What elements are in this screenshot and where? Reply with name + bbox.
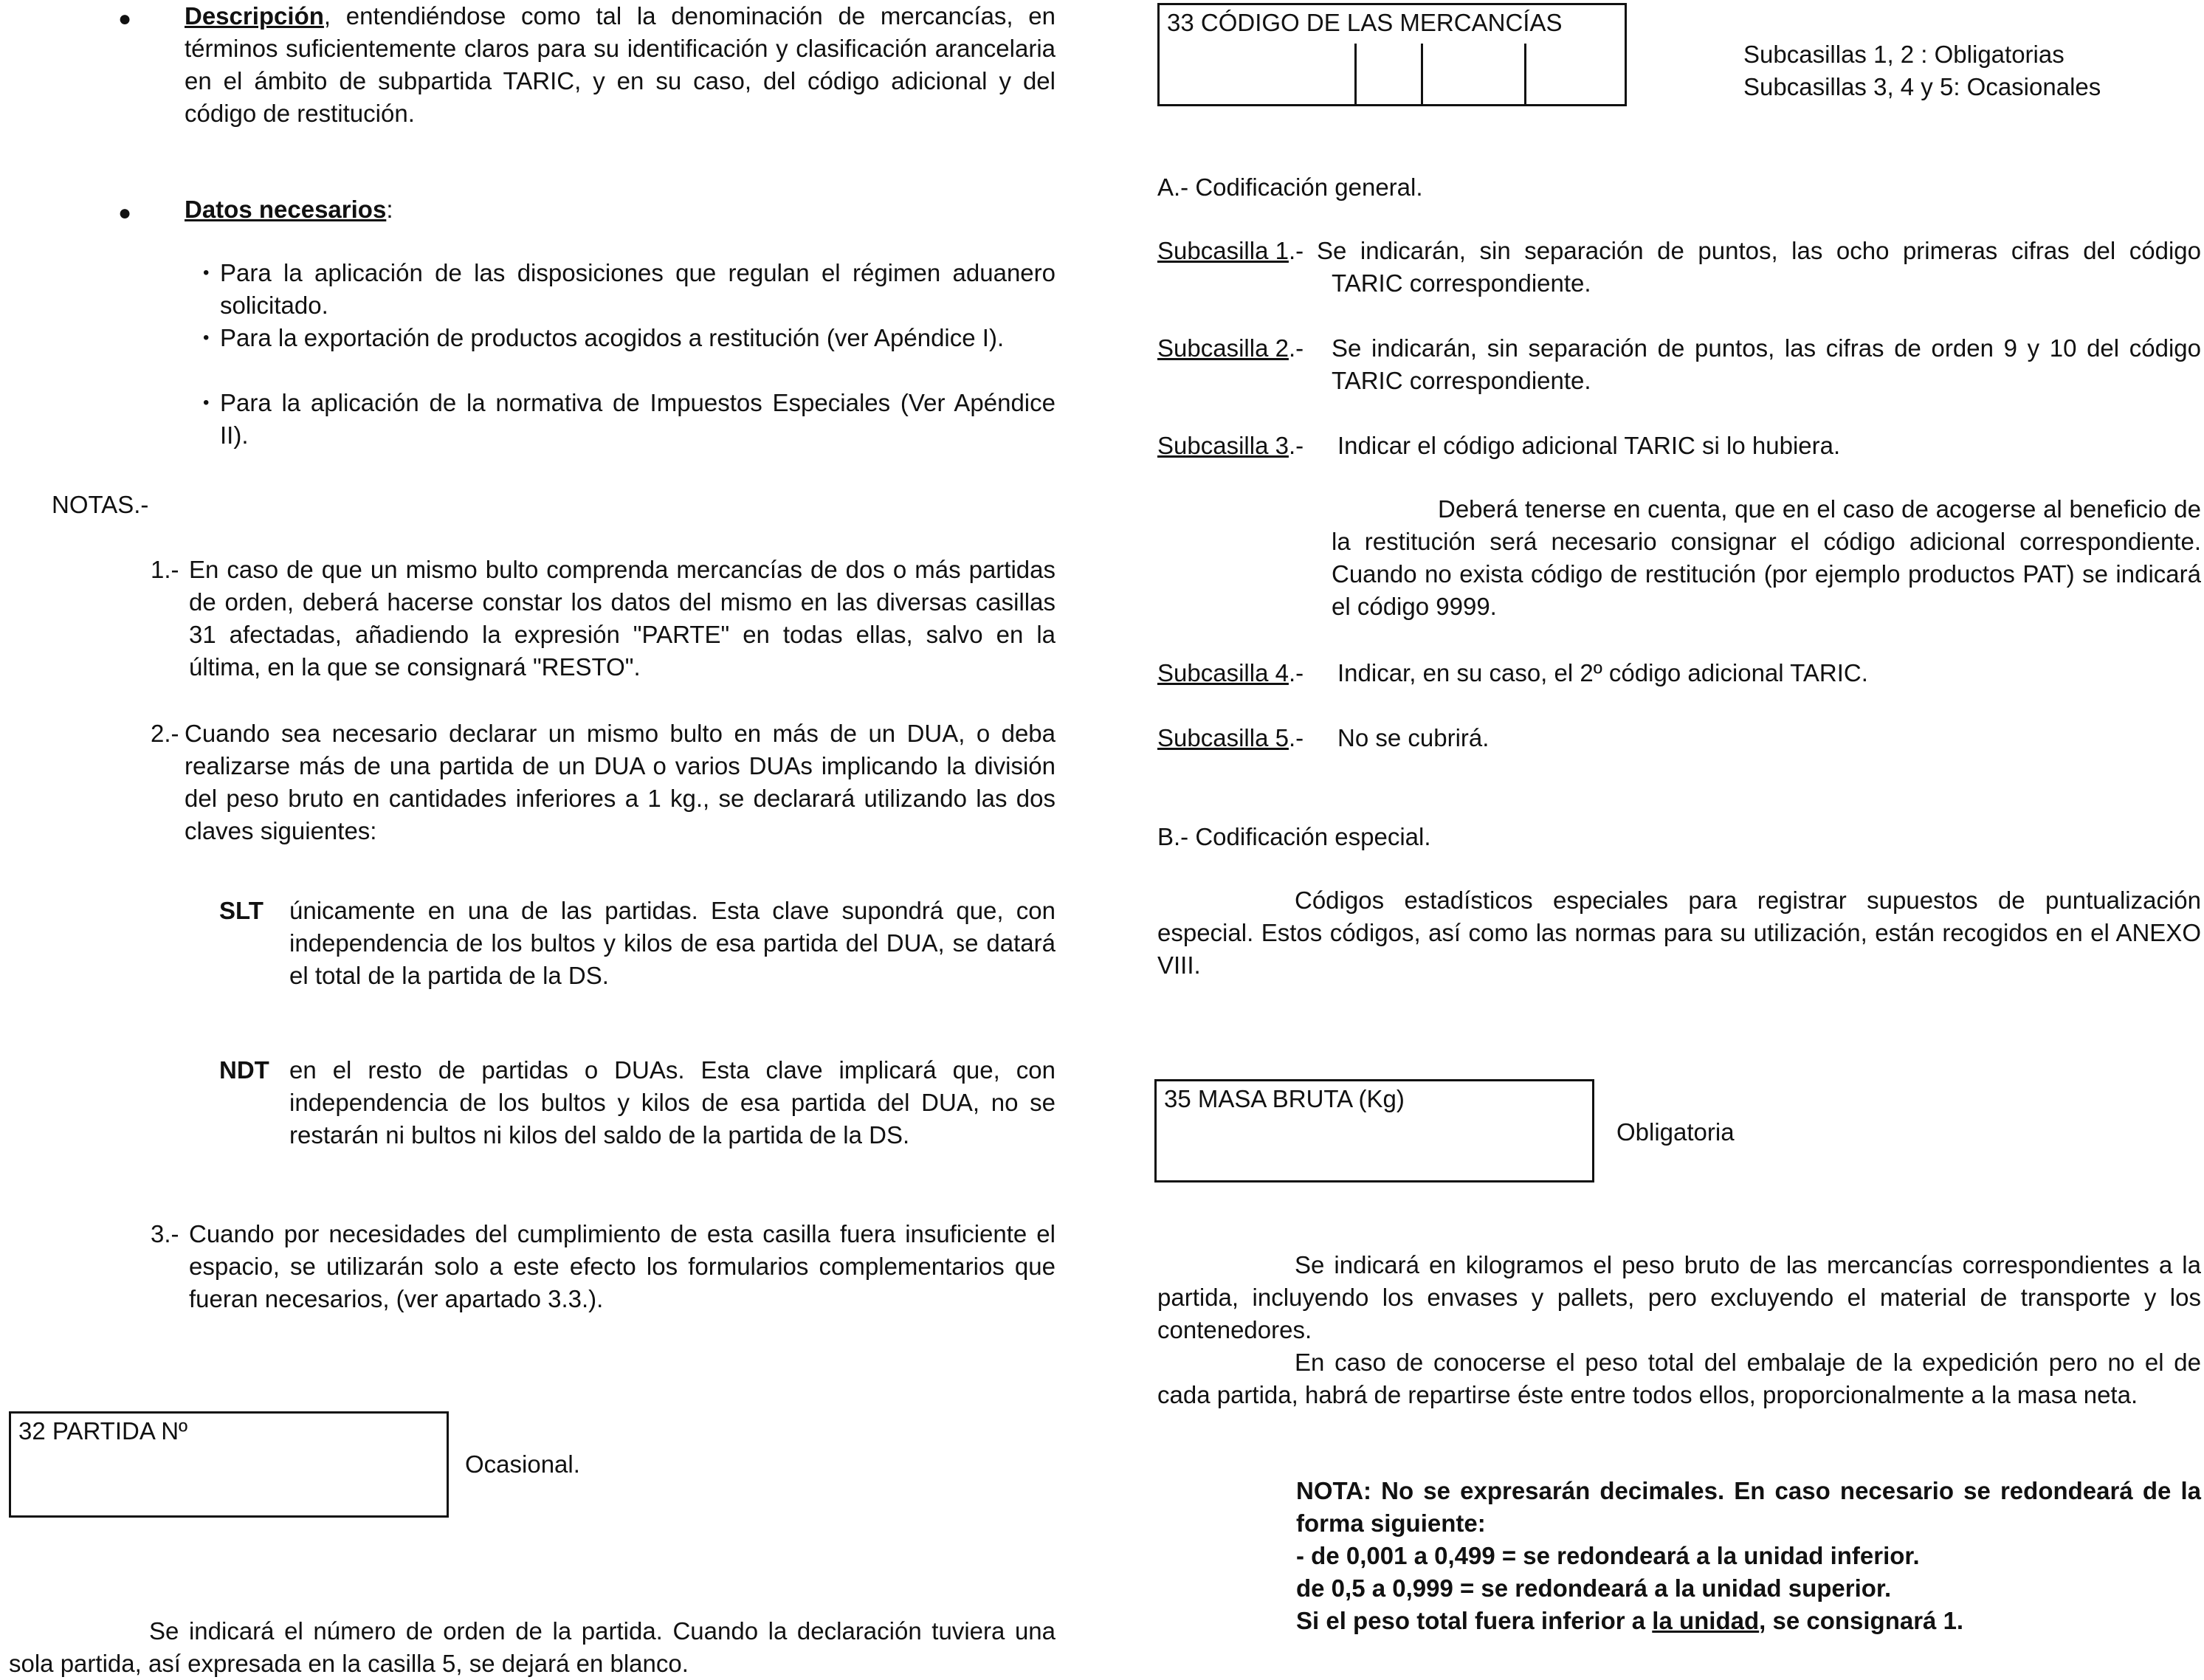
- box-32-status: Ocasional.: [465, 1450, 580, 1478]
- box-33-status-2: Subcasillas 3, 4 y 5: Ocasionales: [1743, 73, 2101, 100]
- subcasilla-label: Subcasilla 2: [1157, 334, 1289, 362]
- nota-number: 1.-: [151, 556, 179, 583]
- subcasilla-4-label: [1157, 657, 1304, 689]
- subcasilla-3-text: Indicar el código adicional TARIC si lo hubiera.: [1337, 432, 1841, 459]
- subcasilla-3-label: [1157, 430, 1304, 462]
- nota-line: de 0,5 a 0,999 = se redondeará a la unidad superior.: [1296, 1574, 1892, 1602]
- subcasilla-label: Subcasilla 1: [1157, 237, 1289, 264]
- masa-paragraph-1: Se indicará en kilogramos el peso bruto de las mercancías correspondientes a la partida, incluyendo los envases y pallets, pero excluyendo el material de transporte y los contenedores.: [1157, 1251, 2201, 1343]
- subcasilla-label: Subcasilla 5: [1157, 724, 1289, 751]
- small-bullet-icon: •: [203, 263, 210, 283]
- ndt-key: NDT: [219, 1056, 269, 1084]
- nota-line-text: Si el peso total fuera inferior a: [1296, 1607, 1653, 1634]
- subcasilla-1-text: [1317, 235, 2201, 300]
- masa-paragraph-2: En caso de conocerse el peso total del embalaje de la expedición pero no el de cada partida, habrá de repartirse éste entre todos ellos, proporcionalmente a la masa neta.: [1157, 1349, 2201, 1408]
- subcasilla-3-note: Deberá tenerse en cuenta, que en el caso de acogerse al beneficio de la restitución será necesario consignar el código adicional correspondiente. Cuando no exista código de restitución (por ejemplo productos PAT) se indicará el código 9999.: [1332, 495, 2201, 620]
- datos-suffix: :: [386, 196, 393, 223]
- box-32-partida: [9, 1411, 449, 1518]
- subcasilla-2-text: Se indicarán, sin separación de puntos, las cifras de orden 9 y 10 del código TARIC correspondiente.: [1332, 334, 2201, 394]
- box-33-status-1: Subcasillas 1, 2 : Obligatorias: [1743, 41, 2064, 68]
- subcasilla-label: Subcasilla 3: [1157, 432, 1289, 459]
- nota-1: En caso de que un mismo bulto comprenda mercancías de dos o más partidas de orden, deberá hacerse constar los datos del mismo en las diversas casillas 31 afectadas, añadiendo la expresión "PARTE" en todas ellas, salvo en la última, en la que se consignará "RESTO".: [189, 556, 1055, 681]
- bullet-icon: ●: [118, 7, 132, 31]
- label-separator: .-: [1288, 724, 1304, 751]
- notas-title: NOTAS.-: [52, 491, 149, 518]
- nota-number: 3.-: [151, 1220, 179, 1247]
- label-separator: .-: [1288, 432, 1304, 459]
- datos-item: Para la aplicación de las disposiciones que regulan el régimen aduanero solicitado.: [220, 259, 1055, 319]
- subcasilla-5-label: [1157, 722, 1304, 754]
- section-a-title: A.- Codificación general.: [1157, 173, 1423, 201]
- subcasilla-divider: [1354, 44, 1357, 104]
- descripcion-paragraph: [185, 0, 1055, 130]
- subcasilla-1-label: [1157, 235, 1304, 267]
- nota-line: - de 0,001 a 0,499 = se redondeará a la unidad inferior.: [1296, 1542, 1920, 1569]
- label-separator: .-: [1288, 237, 1304, 264]
- small-bullet-icon: •: [203, 328, 210, 348]
- bullet-icon: ●: [118, 201, 132, 225]
- subcasilla-5-text: No se cubrirá.: [1337, 724, 1490, 751]
- box-35-status: Obligatoria: [1616, 1118, 1735, 1146]
- box-35-label: 35 MASA BRUTA (Kg): [1164, 1085, 1405, 1112]
- label-separator: .-: [1288, 659, 1304, 686]
- nota-2: Cuando sea necesario declarar un mismo bulto en más de un DUA, o deba realizarse más de una partida de un DUA o varios DUAs implicando la división del peso bruto en cantidades inferiores a 1 kg., se declarará utilizando las dos claves siguientes:: [185, 720, 1055, 844]
- box-33-label: 33 CÓDIGO DE LAS MERCANCÍAS: [1167, 9, 1563, 36]
- slt-text: únicamente en una de las partidas. Esta clave supondrá que, con independencia de los bultos y kilos de esa partida del DUA, se datará el total de la partida de la DS.: [289, 897, 1055, 989]
- ndt-text: en el resto de partidas o DUAs. Esta clave implicará que, con independencia de los bultos y kilos de esa partida del DUA, no se restarán ni bultos ni kilos del saldo de la partida de la DS.: [289, 1056, 1055, 1149]
- nota-redondeo: [1296, 1475, 2201, 1637]
- subcasilla-divider: [1524, 44, 1526, 104]
- descripcion-text: , entendiéndose como tal la denominación de mercancías, en términos suficientemente claros para su identificación y clasificación arancelaria en el ámbito de subpartida TARIC, y en su caso, del código adicional y del código de restitución.: [185, 2, 1055, 127]
- box-32-description: Se indicará el número de orden de la partida. Cuando la declaración tuviera una sola partida, así expresada en la casilla 5, se dejará en blanco.: [9, 1617, 1055, 1677]
- box-32-label: 32 PARTIDA Nº: [18, 1417, 188, 1445]
- subcasilla-4-text: Indicar, en su caso, el 2º código adicional TARIC.: [1337, 659, 1868, 686]
- nota-line: NOTA: No se expresarán decimales. En caso necesario se redondeará de la forma siguiente:: [1296, 1477, 2201, 1537]
- slt-key: SLT: [219, 897, 264, 924]
- nota-line-underlined: la unidad: [1652, 1607, 1760, 1634]
- nota-line: [1296, 1605, 2201, 1637]
- nota-number: 2.-: [151, 720, 179, 747]
- section-b-text: Códigos estadísticos especiales para registrar supuestos de puntualización especial. Estos códigos, así como las normas para su utilización, están recogidos en el ANEXO VIII.: [1157, 887, 2201, 979]
- nota-3: Cuando por necesidades del cumplimiento de esta casilla fuera insuficiente el espacio, se utilizarán solo a este efecto los formularios complementarios que fueran necesarios, (ver apartado 3.3.).: [189, 1220, 1055, 1312]
- label-separator: .-: [1288, 334, 1304, 362]
- subcasilla-label: Subcasilla 4: [1157, 659, 1289, 686]
- subcasilla-2-label: [1157, 332, 1304, 365]
- datos-item: Para la aplicación de la normativa de Impuestos Especiales (Ver Apéndice II).: [220, 389, 1055, 449]
- datos-item: Para la exportación de productos acogidos a restitución (ver Apéndice I).: [220, 324, 1005, 351]
- subcasilla-divider: [1421, 44, 1423, 104]
- subcasilla-text: Se indicarán, sin separación de puntos, las ocho primeras cifras del código TARIC correspondiente.: [1317, 237, 2201, 297]
- descripcion-term: Descripción: [185, 2, 324, 30]
- box-35-masa-bruta: [1154, 1079, 1594, 1182]
- nota-line-text: , se consignará 1.: [1759, 1607, 1964, 1634]
- datos-term: Datos necesarios: [185, 196, 387, 223]
- subcasilla-divider: [1625, 44, 1627, 104]
- box-33-codigo: [1157, 3, 1627, 106]
- datos-heading: [185, 193, 393, 226]
- section-b-title: B.- Codificación especial.: [1157, 823, 1431, 850]
- small-bullet-icon: •: [203, 393, 210, 413]
